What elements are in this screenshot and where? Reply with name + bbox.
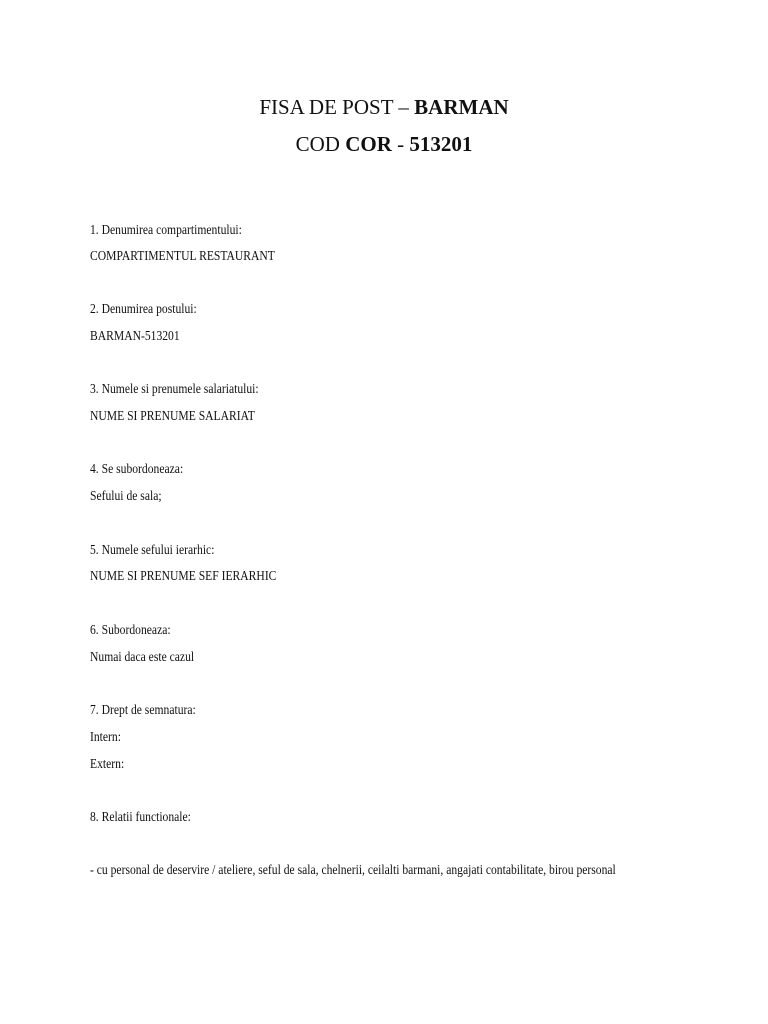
document-code xyxy=(0,132,768,156)
section-3-value: NUME SI PRENUME SALARIAT xyxy=(90,408,255,423)
section-2-value: BARMAN-513201 xyxy=(90,328,180,343)
section-4-value: Sefului de sala; xyxy=(90,488,162,503)
title-prefix: FISA DE POST – xyxy=(259,95,415,119)
section-8-value: - cu personal de deservire / ateliere, seful de sala, chelnerii, ceilalti barmani, angajati contabilitate, birou personal xyxy=(90,862,616,877)
section-1-value: COMPARTIMENTUL RESTAURANT xyxy=(90,248,275,263)
section-6-value: Numai daca este cazul xyxy=(90,649,195,664)
code-label: COR xyxy=(345,132,392,156)
section-5-heading: 5. Numele sefului ierarhic: xyxy=(90,542,215,557)
code-separator: - xyxy=(391,132,410,156)
section-2-heading: 2. Denumirea postului: xyxy=(90,301,197,316)
section-7-heading: 7. Drept de semnatura: xyxy=(90,702,196,717)
section-8-heading: 8. Relatii functionale: xyxy=(90,809,191,824)
document-title xyxy=(0,95,768,119)
section-7-value-intern: Intern: xyxy=(90,729,121,744)
title-job: BARMAN xyxy=(414,95,509,119)
code-prefix: COD xyxy=(295,132,346,156)
section-5-value: NUME SI PRENUME SEF IERARHIC xyxy=(90,568,277,583)
code-value: 513201 xyxy=(409,132,473,156)
section-3-heading: 3. Numele si prenumele salariatului: xyxy=(90,381,259,396)
section-7-value-extern: Extern: xyxy=(90,756,125,771)
section-1-heading: 1. Denumirea compartimentului: xyxy=(90,222,242,237)
section-6-heading: 6. Subordoneaza: xyxy=(90,622,171,637)
section-4-heading: 4. Se subordoneaza: xyxy=(90,461,184,476)
